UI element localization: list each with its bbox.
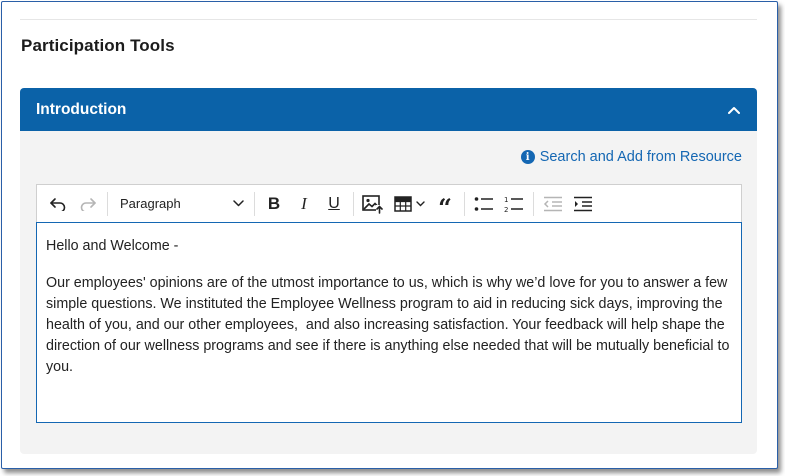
indent-button[interactable] xyxy=(568,189,598,219)
chevron-down-icon xyxy=(416,201,425,207)
toolbar-separator xyxy=(533,192,534,216)
insert-image-button[interactable] xyxy=(358,189,388,219)
editor-body: Our employees' opinions are of the utmost importance to us, which is why we’d love for you to answer a few simple questions. We instituted the Employee Wellness program to aid in reducing sick days, improving the health of you, and our other employees, and also increasing satisfaction. Your feedback will help shape the direction of our wellness programs and see if there is anything else needed that will be mutually beneficial to you. xyxy=(46,275,734,375)
indent-icon xyxy=(573,196,593,212)
info-icon: i xyxy=(521,150,535,164)
redo-icon xyxy=(79,197,97,211)
numbered-list-button[interactable] xyxy=(499,189,529,219)
undo-button[interactable] xyxy=(43,189,73,219)
editor-greeting: Hello and Welcome - xyxy=(46,238,179,254)
insert-table-button[interactable] xyxy=(388,189,430,219)
numbered-list-icon xyxy=(504,195,524,213)
redo-button[interactable] xyxy=(73,189,103,219)
toolbar-separator xyxy=(464,192,465,216)
chevron-down-icon xyxy=(233,200,244,207)
section-title: Participation Tools xyxy=(21,36,175,55)
bulleted-list-icon xyxy=(474,196,494,212)
block-format-value: Paragraph xyxy=(120,196,181,211)
outdent-icon xyxy=(543,196,563,212)
toolbar-separator xyxy=(107,192,108,216)
block-format-select[interactable] xyxy=(112,189,250,219)
search-add-resource-link[interactable] xyxy=(521,149,742,165)
bold-button[interactable]: B xyxy=(267,193,281,213)
block-quote-button[interactable]: “ xyxy=(438,193,452,222)
resource-link-label: Search and Add from Resource xyxy=(539,149,742,165)
italic-button[interactable]: I xyxy=(301,193,307,213)
undo-icon xyxy=(49,197,67,211)
underline-button[interactable]: U xyxy=(328,194,340,212)
toolbar-separator xyxy=(353,192,354,216)
editor-toolbar xyxy=(36,184,742,222)
svg-text:1: 1 xyxy=(504,195,509,204)
outdent-button[interactable] xyxy=(538,189,568,219)
image-upload-icon xyxy=(362,194,384,214)
chevron-up-icon[interactable] xyxy=(727,103,741,117)
introduction-accordion-body xyxy=(20,131,757,454)
rich-text-editor[interactable] xyxy=(36,222,742,423)
accordion-title: Introduction xyxy=(36,100,127,118)
divider xyxy=(20,19,757,20)
introduction-accordion-header[interactable] xyxy=(20,88,757,131)
svg-text:2: 2 xyxy=(504,205,509,213)
bulleted-list-button[interactable] xyxy=(469,189,499,219)
table-icon xyxy=(394,196,412,212)
toolbar-separator xyxy=(254,192,255,216)
participation-tools-panel xyxy=(1,1,778,469)
